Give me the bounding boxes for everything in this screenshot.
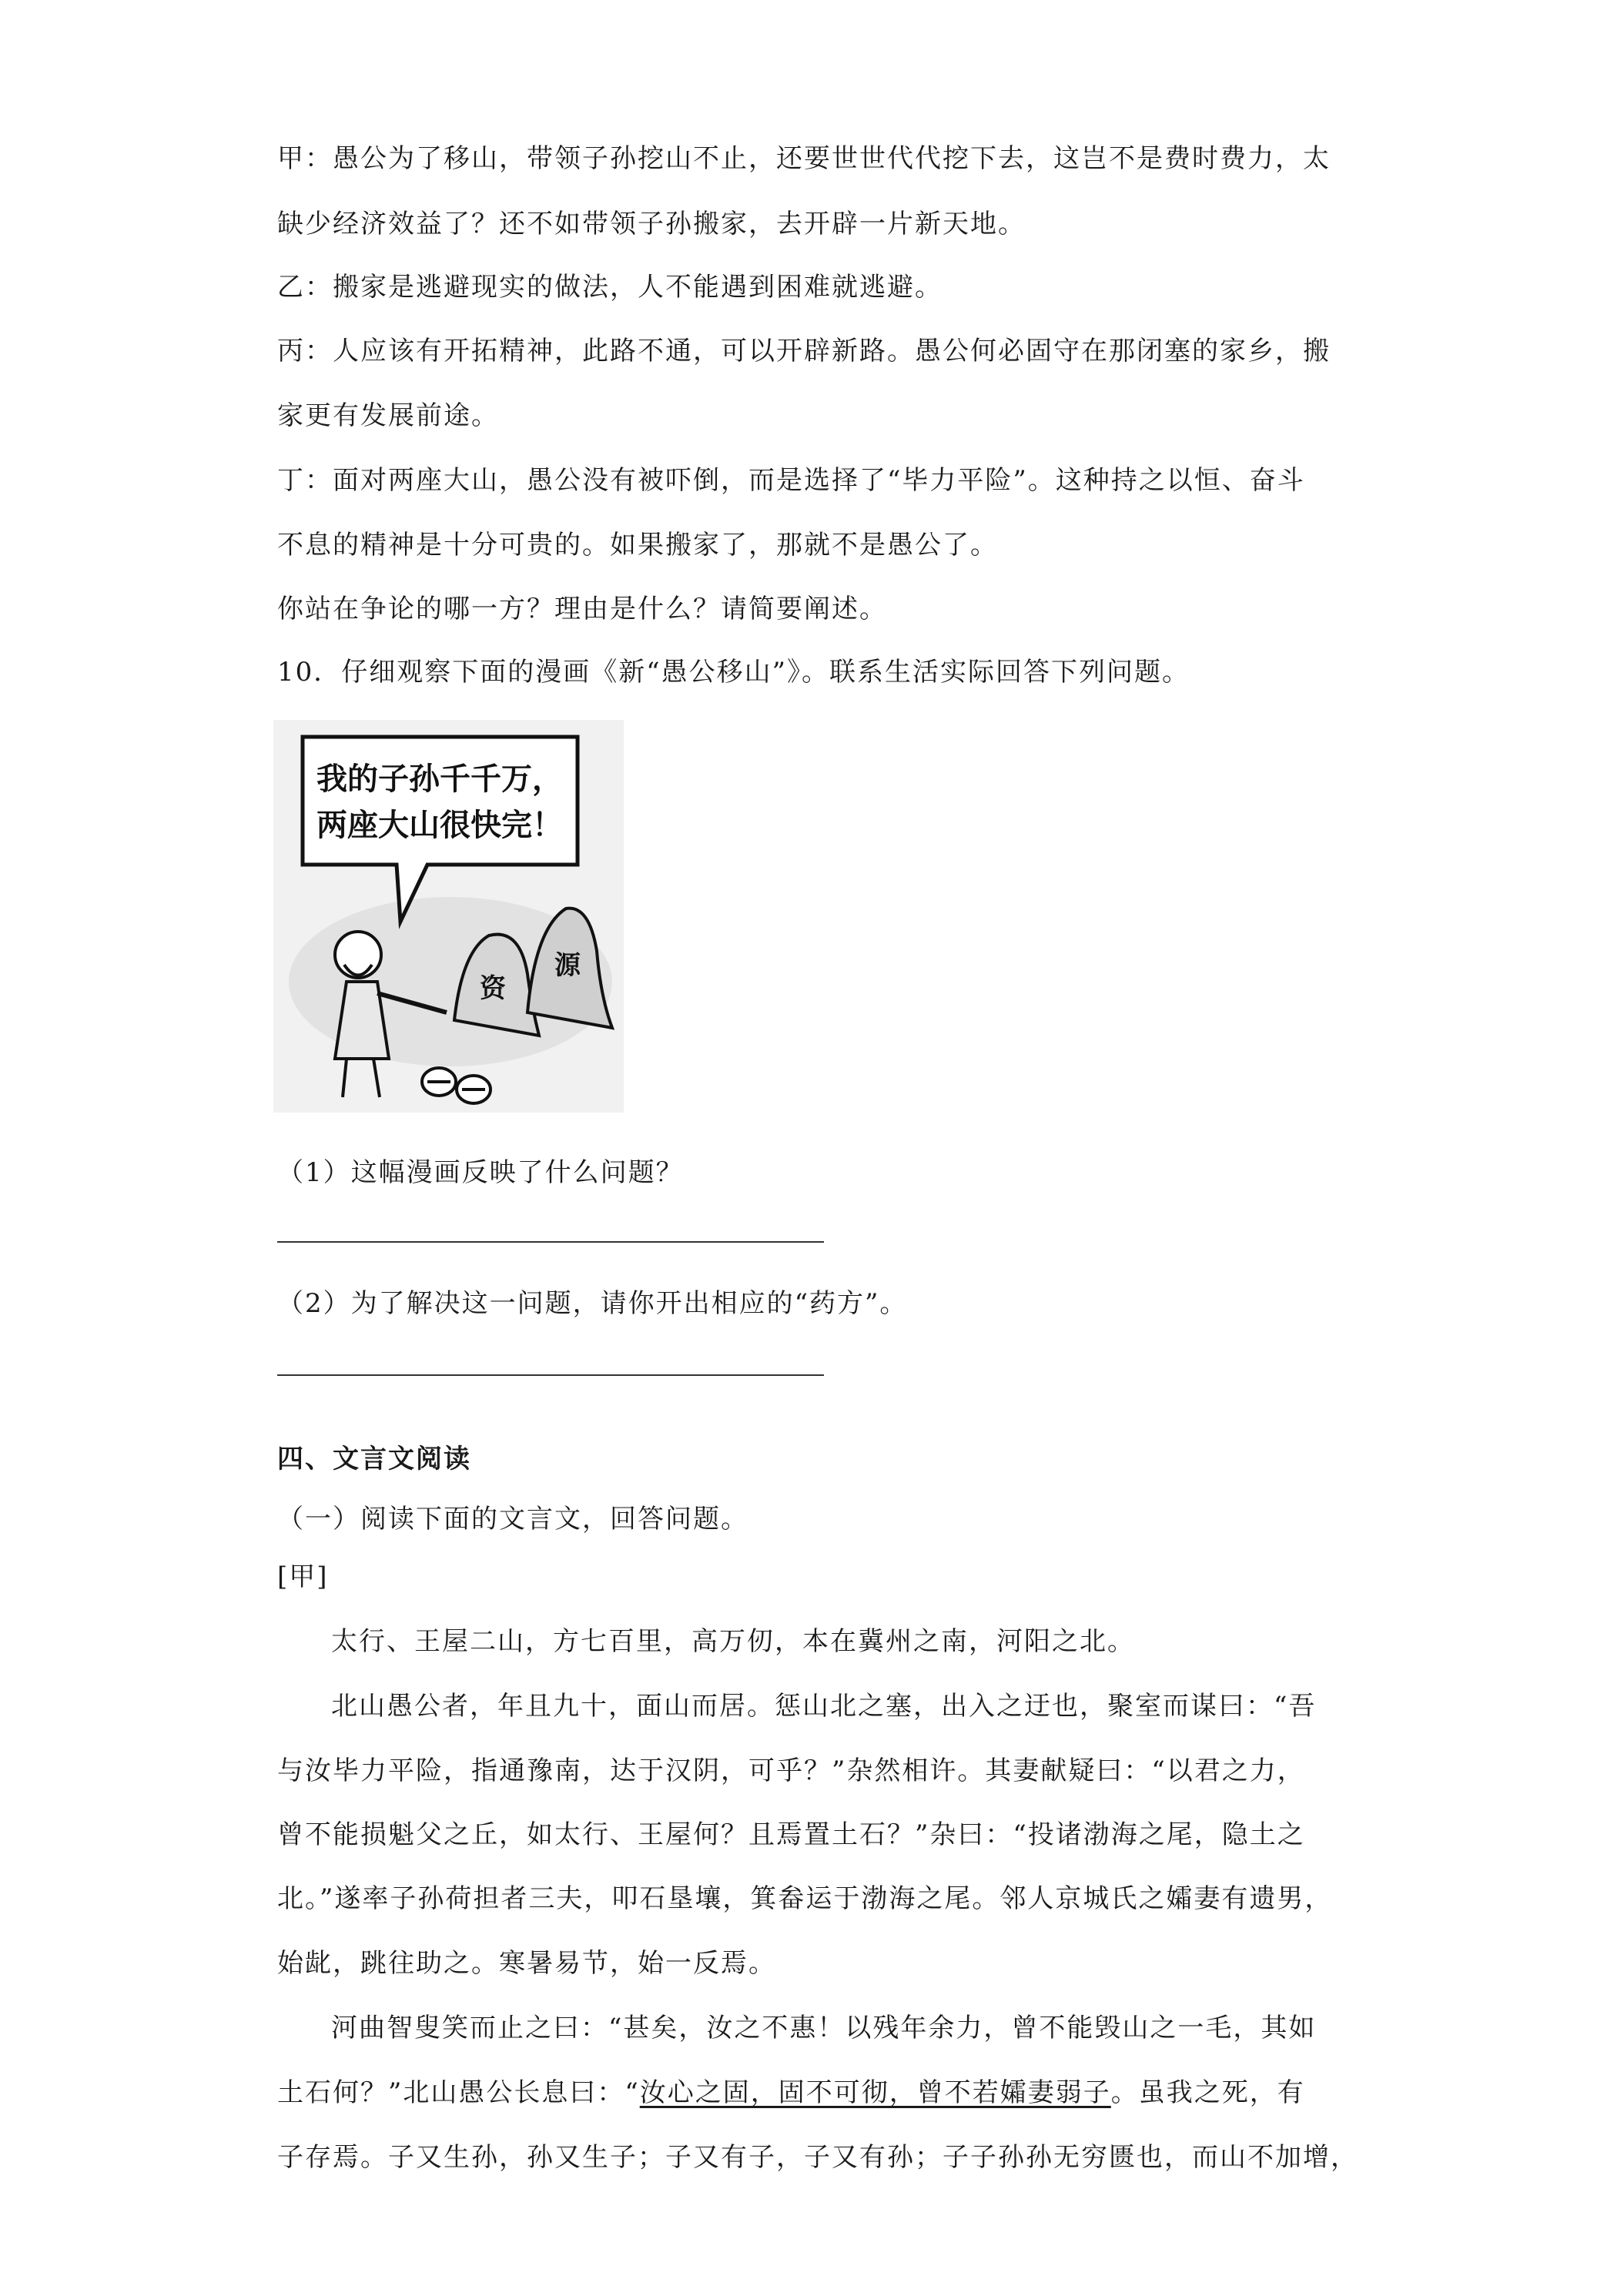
- passage-p2-line-4: 北。”遂率子孙荷担者三夫，叩石垦壤，箕畚运于渤海之尾。邻人京城氏之孀妻有遗男，: [277, 1883, 1333, 1914]
- question-10-sub-1: （1）这幅漫画反映了什么问题？: [277, 1157, 684, 1188]
- passage-p2-line-2: 与汝毕力平险，指通豫南，达于汉阴，可乎？”杂然相许。其妻献疑曰：“以君之力，: [277, 1755, 1305, 1786]
- statement-ding-line-1: 丁：面对两座大山，愚公没有被吓倒，而是选择了“毕力平险”。这种持之以恒、奋斗: [277, 465, 1305, 496]
- passage-p3-line-1: 河曲智叟笑而止之曰：“甚矣，汝之不惠！以残年余力，曾不能毁山之一毛，其如: [331, 2013, 1317, 2043]
- passage-p2-line-5: 始龀，跳往助之。寒暑易节，始一反焉。: [277, 1948, 776, 1979]
- statement-jia-line-2: 缺少经济效益了？还不如带领子孙搬家，去开辟一片新天地。: [277, 209, 1026, 239]
- passage-p2-line-1: 北山愚公者，年且九十，面山而居。惩山北之塞，出入之迂也，聚室而谋曰：“吾: [331, 1691, 1317, 1722]
- statement-ding-line-2: 不息的精神是十分可贵的。如果搬家了，那就不是愚公了。: [277, 530, 998, 561]
- statement-jia-line-1: 甲：愚公为了移山，带领子孙挖山不止，还要世世代代挖下去，这岂不是费时费力，太: [277, 143, 1331, 174]
- mountain-right-label: 源: [554, 950, 581, 981]
- statement-bing-line-2: 家更有发展前途。: [277, 400, 499, 431]
- debate-question: 你站在争论的哪一方？理由是什么？请简要阐述。: [277, 594, 887, 624]
- statement-yi: 乙：搬家是逃避现实的做法，人不能遇到困难就逃避。: [277, 272, 943, 303]
- passage-p2-line-3: 曾不能损魁父之丘，如太行、王屋何？且焉置土石？”杂曰：“投诸渤海之尾，隐土之: [277, 1819, 1305, 1850]
- section-4-title: 四、文言文阅读: [277, 1444, 471, 1474]
- question-10-sub-2: （2）为了解决这一问题，请你开出相应的“药方”。: [277, 1288, 908, 1319]
- section-4-intro: （一）阅读下面的文言文，回答问题。: [277, 1504, 748, 1535]
- passage-label-jia: [甲]: [277, 1561, 329, 1592]
- bubble-line-1: 我的子孙千千万，: [316, 761, 563, 797]
- mountain-left-label: 资: [480, 973, 506, 1004]
- statement-bing-line-1: 丙：人应该有开拓精神，此路不通，可以开辟新路。愚公何必固守在那闭塞的家乡，搬: [277, 336, 1331, 366]
- answer-line-1[interactable]: [277, 1241, 824, 1243]
- underlined-sentence: 汝心之固，固不可彻，曾不若孀妻弱子: [639, 2077, 1111, 2108]
- question-10-prompt: 10．仔细观察下面的漫画《新“愚公移山”》。联系生活实际回答下列问题。: [277, 657, 1190, 688]
- passage-p3-line-2: [277, 2071, 1305, 2109]
- passage-p3-line-3: 子存焉。子又生孙，孙又生子；子又有子，子又有孙；子子孙孙无穷匮也，而山不加增，: [277, 2142, 1358, 2173]
- passage-p1: 太行、王屋二山，方七百里，高万仞，本在冀州之南，河阳之北。: [331, 1626, 1135, 1657]
- answer-line-2[interactable]: [277, 1374, 824, 1376]
- passage-p3-line-2-start: 土石何？”北山愚公长息曰：“: [277, 2077, 640, 2108]
- passage-p3-line-2-end: 。虽我之死，有: [1110, 2077, 1305, 2108]
- comic-image: [273, 720, 624, 1113]
- bubble-line-2: 两座大山很快完！: [316, 808, 563, 843]
